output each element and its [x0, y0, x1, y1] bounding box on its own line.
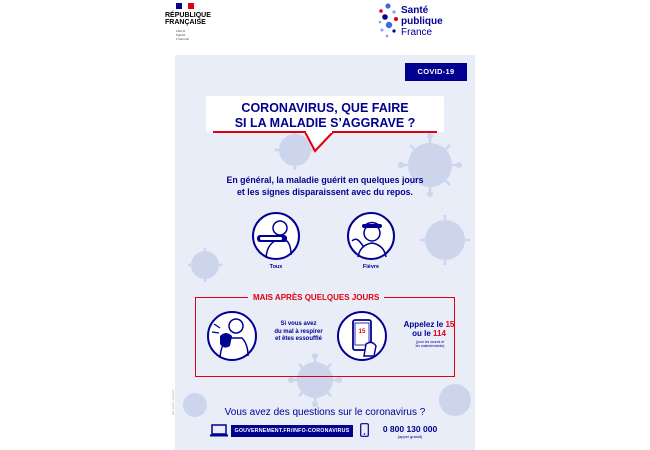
- republique-title: RÉPUBLIQUE FRANÇAISE: [165, 12, 211, 26]
- cough-icon: [251, 211, 301, 261]
- phone-icon: [360, 423, 369, 437]
- side-reference: REF. 200306 · 06/03/2020: [173, 389, 175, 415]
- poster-title: CORONAVIRUS, QUE FAIRE SI LA MALADIE S’AGGRAVE ?: [234, 101, 416, 130]
- phone-screen-number: 15: [358, 329, 366, 335]
- laptop-icon: [210, 424, 228, 437]
- call-instructions: Appelez le 15 ou le 114: [403, 320, 455, 338]
- alert-title: MAIS APRÈS QUELQUES JOURS: [248, 291, 384, 304]
- phone-call-icon: [336, 310, 388, 362]
- republique-francaise-logo: [165, 3, 225, 45]
- hotline-note: (appel gratuit): [397, 434, 423, 439]
- symptom-label-toux: Toux: [269, 264, 283, 270]
- call-note: (pour les sourds et les malentendants): [415, 340, 445, 349]
- republique-motto: Liberté Égalité Fraternité: [176, 29, 190, 41]
- covid-badge: COVID-19: [405, 63, 467, 81]
- footer-question: Vous avez des questions sur le coronavirus ?: [224, 407, 426, 418]
- covid-poster: [175, 55, 475, 450]
- spf-dots-icon: [377, 3, 399, 41]
- breathing-text: Si vous avez du mal à respirer et êtes essoufflé: [274, 321, 323, 342]
- sante-publique-france-logo: [377, 3, 467, 43]
- hotline-number[interactable]: 0 800 130 000: [382, 424, 438, 434]
- spf-wordmark: Santé publique France: [401, 5, 443, 38]
- breathing-difficulty-icon: [206, 310, 258, 362]
- symptom-label-fievre: Fièvre: [362, 264, 380, 270]
- intro-text: En général, la maladie guérit en quelques jours et les signes disparaissent avec du repos.: [226, 175, 424, 197]
- website-link[interactable]: GOUVERNEMENT.FR/INFO-CORONAVIRUS: [231, 425, 353, 437]
- alert-box: [195, 293, 455, 377]
- fever-icon: [346, 211, 396, 261]
- french-flag-icon: [176, 3, 194, 9]
